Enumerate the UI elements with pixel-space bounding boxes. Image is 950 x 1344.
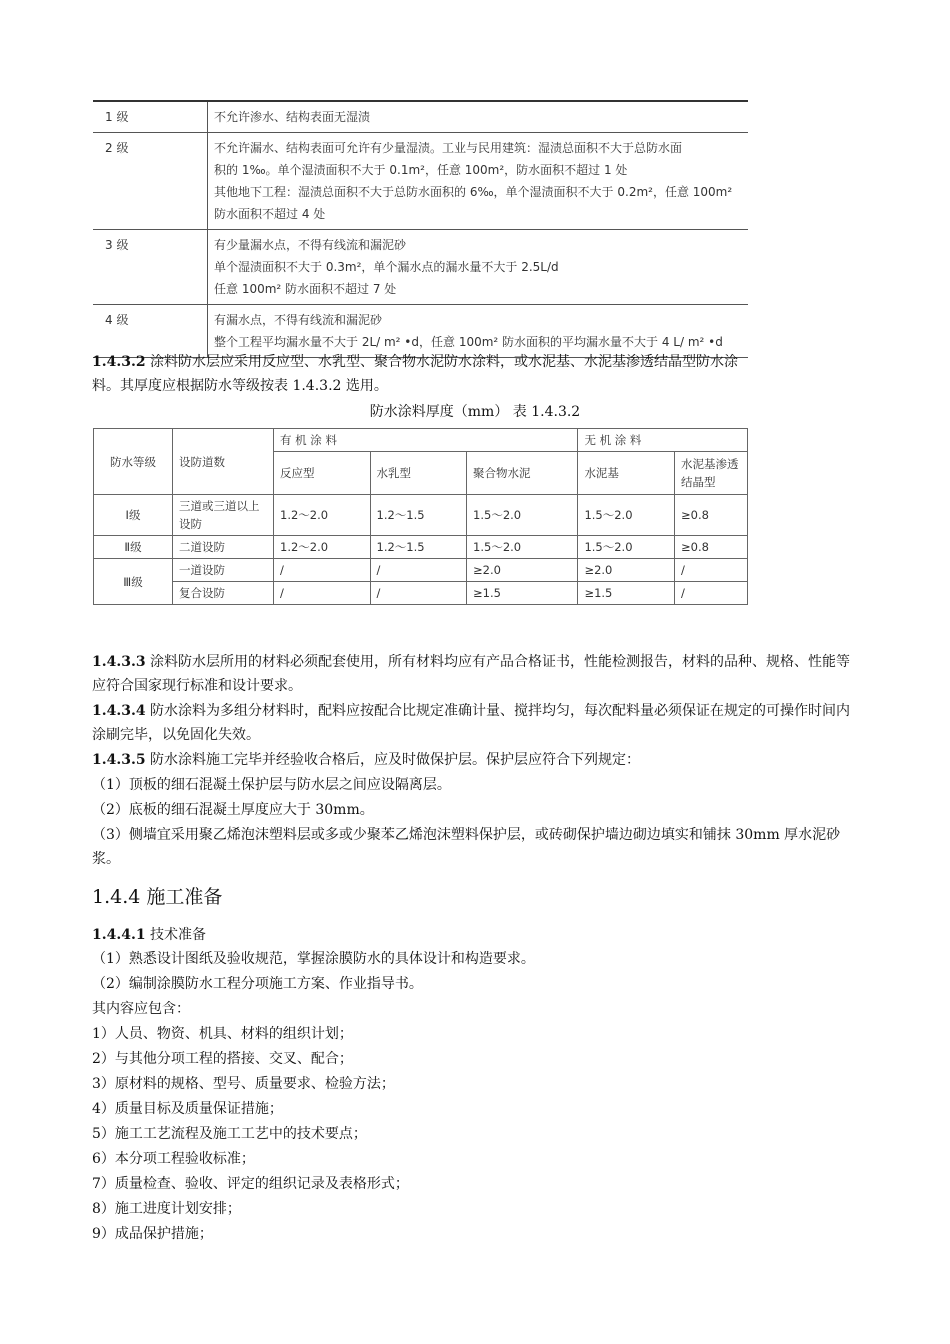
list-item: 5）施工工艺流程及施工工艺中的技术要点；	[92, 1126, 367, 1142]
list-item: （1）熟悉设计图纸及验收规范，掌握涂膜防水的具体设计和构造要求。	[92, 951, 535, 967]
list-item: 其内容应包含：	[92, 1001, 190, 1017]
clause-1-4-4-1: 1.4.4.1 技术准备	[92, 927, 207, 943]
value-cell: 1.5～2.0	[467, 495, 578, 536]
grade-cell: Ⅰ级	[94, 495, 173, 536]
header-inorganic: 无 机 涂 料	[578, 429, 748, 452]
value-cell: /	[274, 559, 371, 582]
header-grade: 防水等级	[94, 429, 173, 495]
count-cell: 一道设防	[173, 559, 274, 582]
value-cell: ≥2.0	[578, 559, 675, 582]
list-item: 1）人员、物资、机具、材料的组织计划；	[92, 1026, 353, 1042]
value-cell: 1.5～2.0	[578, 495, 675, 536]
grade-description: 不允许渗水、结构表面无湿渍	[214, 110, 371, 124]
list-item: （2）底板的细石混凝土厚度应大于 30mm。	[92, 802, 374, 818]
table-row	[93, 101, 748, 133]
table-row	[93, 230, 748, 305]
grade-cell: Ⅲ级	[94, 559, 173, 605]
value-cell: ≥2.0	[467, 559, 578, 582]
grade-level: 4 级	[93, 305, 208, 358]
grade-level: 1 级	[93, 101, 208, 133]
value-cell: 1.2～2.0	[274, 536, 371, 559]
count-cell: 三道或三道以上设防	[173, 495, 274, 536]
value-cell: /	[675, 559, 748, 582]
value-cell: ≥1.5	[467, 582, 578, 605]
count-cell: 二道设防	[173, 536, 274, 559]
header-cement-based: 水泥基	[578, 452, 675, 495]
table-row	[93, 133, 748, 230]
grade-description: 有少量漏水点，不得有线流和漏泥砂 单个湿渍面积不大于 0.3m²，单个漏水点的漏水量不大于 2.5L/d 任意 100m² 防水面积不超过 7 处	[214, 238, 559, 296]
header-crystalline: 水泥基渗透结晶型	[675, 452, 748, 495]
grade-level: 2 级	[93, 133, 208, 230]
value-cell: 1.5～2.0	[467, 536, 578, 559]
list-item: （1）顶板的细石混凝土保护层与防水层之间应设隔离层。	[92, 777, 451, 793]
value-cell: 1.2～1.5	[370, 495, 467, 536]
list-item: 9）成品保护措施；	[92, 1226, 213, 1242]
header-organic: 有 机 涂 料	[274, 429, 578, 452]
list-item: 2）与其他分项工程的搭接、交叉、配合；	[92, 1051, 353, 1067]
count-cell: 复合设防	[173, 582, 274, 605]
value-cell: /	[370, 582, 467, 605]
value-cell: ≥0.8	[675, 536, 748, 559]
header-reactive: 反应型	[274, 452, 371, 495]
table-row	[94, 495, 748, 536]
table-caption: 防水涂料厚度（mm） 表 1.4.3.2	[369, 404, 581, 420]
clause-1-4-3-2: 1.4.3.2 涂料防水层应采用反应型、水乳型、聚合物水泥防水涂料，或水泥基、水泥基渗透结晶型防水涂料。其厚度应根据防水等级按表 1.4.3.2 选用。	[92, 354, 739, 394]
list-item: 7）质量检查、验收、评定的组织记录及表格形式；	[92, 1176, 409, 1192]
table-row	[94, 559, 748, 582]
list-item: 4）质量目标及质量保证措施；	[92, 1101, 283, 1117]
clause-1-4-3-3: 1.4.3.3 涂料防水层所用的材料必须配套使用，所有材料均应有产品合格证书，性能检测报告，材料的品种、规格、性能等应符合国家现行标准和设计要求。	[92, 654, 851, 694]
value-cell: 1.2～1.5	[370, 536, 467, 559]
value-cell: ≥0.8	[675, 495, 748, 536]
list-item: 6）本分项工程验收标准；	[92, 1151, 255, 1167]
value-cell: /	[675, 582, 748, 605]
header-polymer-cement: 聚合物水泥	[467, 452, 578, 495]
list-item: （3）侧墙宜采用聚乙烯泡沫塑料层或多或少聚苯乙烯泡沫塑料保护层，或砖砌保护墙边砌边填实和铺抹 30mm 厚水泥砂浆。	[92, 827, 841, 867]
list-item: 3）原材料的规格、型号、质量要求、检验方法；	[92, 1076, 395, 1092]
list-item: （2）编制涂膜防水工程分项施工方案、作业指导书。	[92, 976, 423, 992]
section-title: 1.4.4 施工准备	[92, 886, 223, 908]
table-header-row	[94, 429, 748, 452]
clause-1-4-3-4: 1.4.3.4 防水涂料为多组分材料时，配料应按配合比规定准确计量、搅拌均匀，每次配料量必须保证在规定的可操作时间内涂刷完毕，以免固化失效。	[92, 703, 851, 743]
grade-cell: Ⅱ级	[94, 536, 173, 559]
table-row	[94, 536, 748, 559]
value-cell: ≥1.5	[578, 582, 675, 605]
clause-1-4-3-5: 1.4.3.5 防水涂料施工完毕并经验收合格后，应及时做保护层。保护层应符合下列规定：	[92, 752, 641, 768]
waterproof-grade-table	[93, 100, 748, 358]
value-cell: /	[274, 582, 371, 605]
header-count: 设防道数	[173, 429, 274, 495]
list-item: 8）施工进度计划安排；	[92, 1201, 241, 1217]
value-cell: 1.2～2.0	[274, 495, 371, 536]
grade-level: 3 级	[93, 230, 208, 305]
table-row	[94, 582, 748, 605]
grade-description: 有漏水点，不得有线流和漏泥砂 整个工程平均漏水量不大于 2L/ m² •d，任意 100m² 防水面积的平均漏水量不大于 4 L/ m² •d	[214, 313, 723, 349]
coating-thickness-table	[93, 428, 748, 605]
header-emulsion: 水乳型	[370, 452, 467, 495]
grade-description: 不允许漏水、结构表面可允许有少量湿渍。工业与民用建筑：湿渍总面积不大于总防水面 积的 1‰。单个湿渍面积不大于 0.1m²，任意 100m²，防水面积不超过 1 处 其他地下工程：湿渍总面积不大于总防水面积的 6‰，单个湿渍面积不大于 0.2m²，任意 100m² 防水面积不超过 4 处	[214, 141, 733, 221]
value-cell: 1.5～2.0	[578, 536, 675, 559]
value-cell: /	[370, 559, 467, 582]
